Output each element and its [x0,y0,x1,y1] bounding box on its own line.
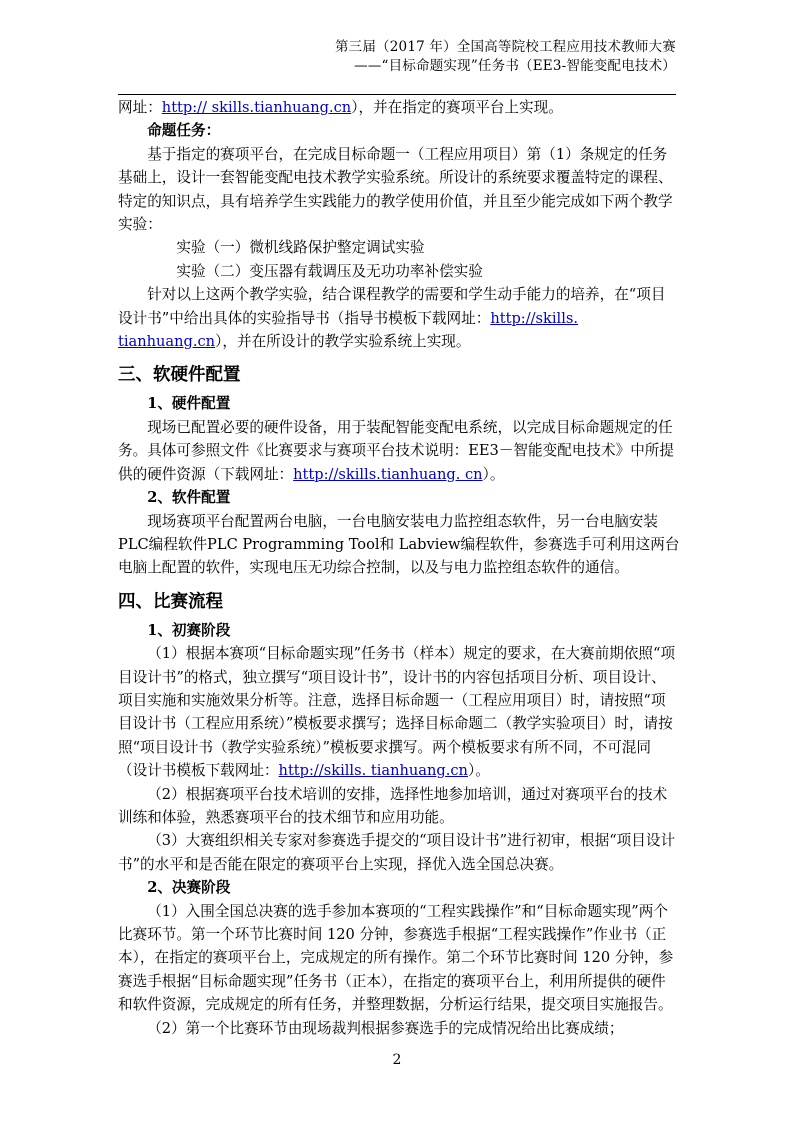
design-template-link[interactable]: http://skills. tianhuang.cn [278,762,468,780]
preliminary-item-1: （1）根据本赛项“目标命题实现”任务书（样本）规定的要求，在大赛前期依照“项目设计书”的格式，独立撰写“项目设计书”，设计书的内容包括项目分析、项目设计、项目实施和实施效果分析等。注意，选择目标命题一（工程应用项目）时，请按照“项目设计书（工程应用系统）”模板要求撰写；选择目标命题二（教学实验项目）时，请按照“项目设计书（教学实验系统）”模板要求撰写。两个模板要求有所不同，不可混同（设计书模板下载网址：http://skills. tianhuang.cn）。 [118,645,676,780]
website-link[interactable]: http:// skills.tianhuang.cn [161,99,352,116]
experiment-item-2: 实验（二）变压器有载调压及无功功率补偿实验 [176,262,483,280]
task-paragraph: 基于指定的赛项平台，在完成目标命题一（工程应用项目）第（1）条规定的任务基础上，设计一套智能变配电技术教学实验系统。所设计的系统要求覆盖特定的课程、特定的知识点，具有培养学生实践能力的教学使用价值，并且至少能完成如下两个教学实验： [118,145,673,234]
preliminary-item-3: （3）大赛组织相关专家对参赛选手提交的“项目设计书”进行初审，根据“项目设计书”的水平和是否能在限定的赛项平台上实现，择优入选全国总决赛。 [118,832,676,873]
task-heading: 命题任务： [147,122,221,140]
guide-paragraph: 针对以上这两个教学实验，结合课程教学的需要和学生动手能力的培养，在“项目设计书”中给出具体的实验指导书（指导书模板下载网址：http://skills. tianhuang.cn），并在所设计的教学实验系统上实现。 [118,286,666,351]
hardware-heading: 1、硬件配置 [147,395,231,413]
header-subtitle: ——“目标命题实现”任务书（EE3-智能变配电技术） [354,58,676,74]
software-heading: 2、软件配置 [147,489,231,507]
hardware-download-link[interactable]: http://skills.tianhuang. cn [293,465,483,483]
section-3-title: 三、软硬件配置 [118,365,241,386]
final-item-1: （1）入围全国总决赛的选手参加本赛项的“工程实践操作”和“目标命题实现”两个比赛环节。第一个环节比赛时间 120 分钟，参赛选手根据“工程实践操作”作业书（正本），在指定的赛项平台上，完成规定的所有操作。第二个环节比赛时间 120 分钟，参赛选手根据“目标命题实现”任务书（正本），在指定的赛项平台上，利用所提供的硬件和软件资源，完成规定的所有任务，并整理数据，分析运行结果，提交项目实施报告。 [118,902,674,1014]
header-title: 第三届（2017 年）全国高等院校工程应用技术教师大赛 [334,39,676,55]
page-number: 2 [392,1052,402,1068]
experiment-item-1: 实验（一）微机线路保护整定调试实验 [176,239,425,257]
software-paragraph: 现场赛项平台配置两台电脑，一台电脑安装电力监控组态软件，另一台电脑安装PLC编程软件PLC Programming Tool和 Labview编程软件，参赛选手可利用这两台电脑上配置的软件，实现电压无功综合控制，以及与电力监控组态软件的通信。 [118,512,680,577]
guide-template-link[interactable]: http://skills. tianhuang.cn [118,309,578,351]
document-body [118,96,680,1040]
final-item-2: （2）第一个比赛环节由现场裁判根据参赛选手的完成情况给出比赛成绩； [147,1019,624,1037]
preliminary-heading: 1、初赛阶段 [147,621,231,639]
final-heading: 2、决赛阶段 [147,879,231,897]
preliminary-item-2: （2）根据赛项平台技术培训的安排，选择性地参加培训，通过对赛项平台的技术训练和体验，熟悉赛项平台的技术细节和应用功能。 [118,785,668,826]
hardware-paragraph: 现场已配置必要的硬件设备，用于装配智能变配电系统，以完成目标命题规定的任务。具体可参照文件《比赛要求与赛项平台技术说明：EE3－智能变配电技术》中所提供的硬件资源（下载网址：http://skills.tianhuang. cn）。 [118,418,674,483]
section-4-title: 四、比赛流程 [118,591,223,612]
page-header [118,38,676,76]
website-paragraph: 网址：http:// skills.tianhuang.cn），并在指定的赛项平台上实现。 [118,99,563,116]
header-divider [118,94,676,95]
